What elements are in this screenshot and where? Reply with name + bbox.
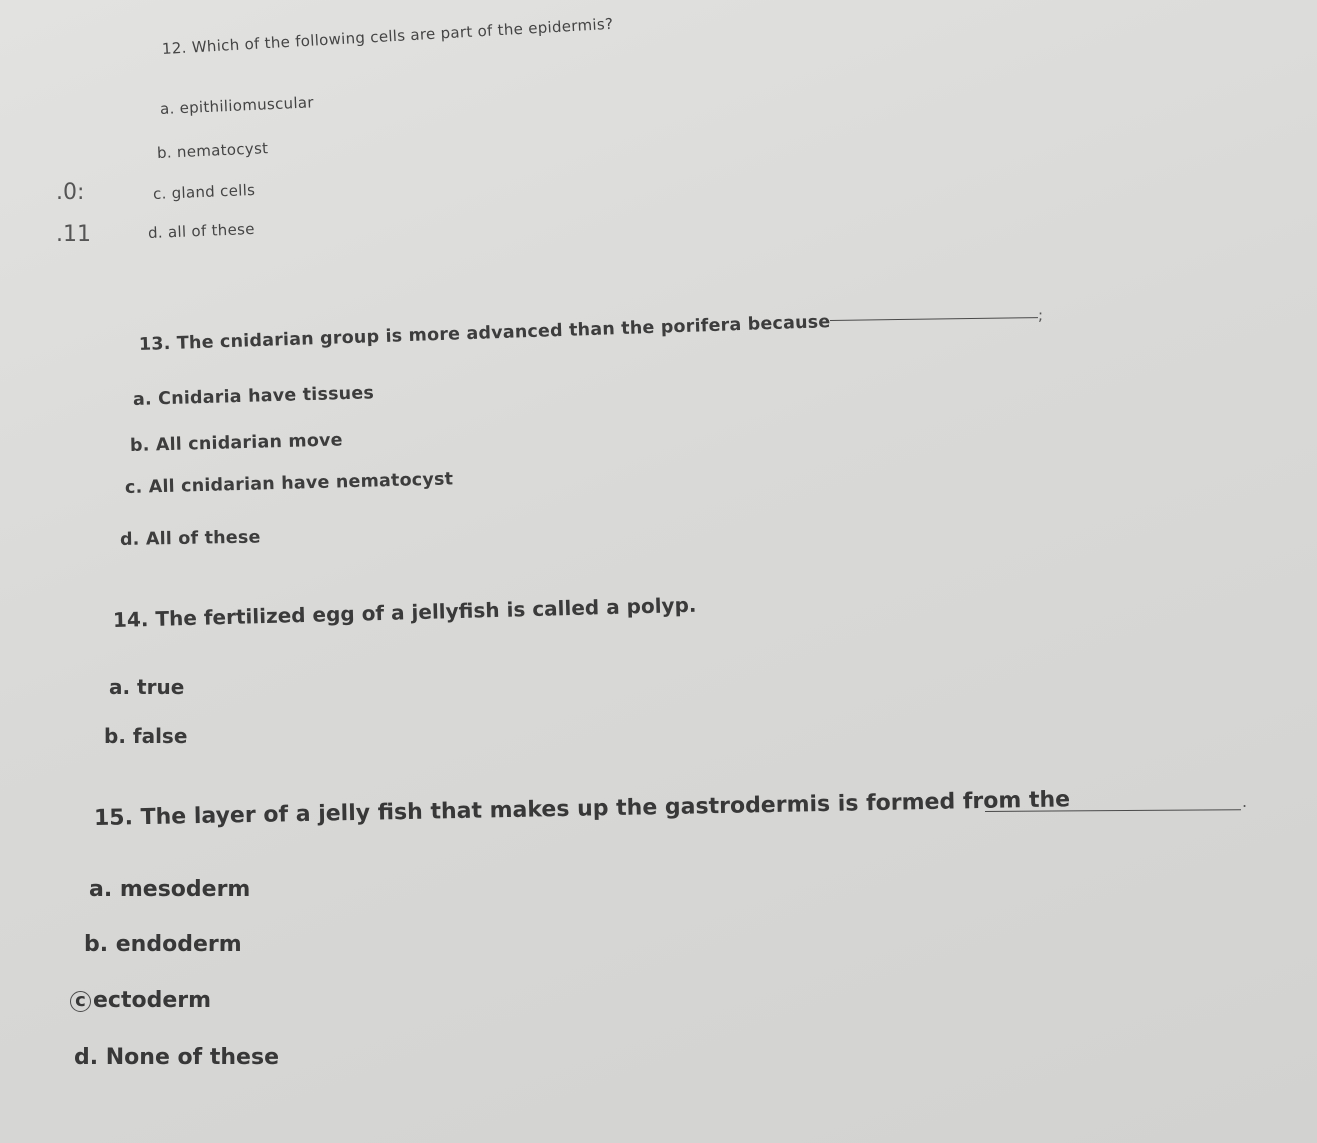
question-15 — [94, 787, 1071, 831]
q15-option-b: b. endoderm — [84, 932, 242, 957]
margin-mark-2: .11 — [56, 222, 91, 247]
q13-option-c: c. All cnidarian have nematocyst — [124, 469, 454, 498]
q13-option-d: d. All of these — [119, 527, 261, 550]
q14-option-a: a. true — [109, 675, 185, 699]
q15-blank-end: . — [1242, 792, 1248, 811]
q13-option-b: b. All cnidarian move — [129, 430, 343, 456]
question-13-text: The cnidarian group is more advanced than the porifera because — [176, 312, 831, 354]
q12-option-c: c. gland cells — [152, 180, 256, 203]
q14-option-b: b. false — [104, 724, 188, 748]
question-14 — [113, 593, 697, 632]
margin-mark-1: .0: — [56, 180, 85, 205]
q15-option-c-text: ectoderm — [93, 988, 212, 1013]
question-12-text: Which of the following cells are part of the epidermis? — [191, 14, 614, 57]
q12-option-d: d. all of these — [147, 219, 256, 242]
q12-option-b: b. nematocyst — [156, 139, 269, 162]
question-14-number: 14. — [112, 607, 149, 632]
question-13 — [139, 312, 831, 355]
question-14-text: The fertilized egg of a jellyfish is called a polyp. — [155, 592, 697, 631]
circled-answer-mark: c — [70, 991, 91, 1012]
question-13-number: 13. — [138, 333, 171, 355]
question-15-number: 15. — [93, 805, 134, 831]
question-12 — [161, 15, 613, 58]
q13-answer-blank — [830, 317, 1038, 321]
q13-option-a: a. Cnidaria have tissues — [132, 383, 375, 410]
q15-option-d: d. None of these — [74, 1045, 279, 1070]
question-12-number: 12. — [161, 38, 188, 58]
q15-option-c — [70, 988, 211, 1013]
question-15-text: The layer of a jelly fish that makes up the gastrodermis is formed from the — [140, 787, 1071, 831]
q15-option-a: a. mesoderm — [89, 877, 251, 902]
q12-option-a: a. epithiliomuscular — [159, 93, 315, 118]
q13-blank-end: ; — [1038, 306, 1044, 324]
